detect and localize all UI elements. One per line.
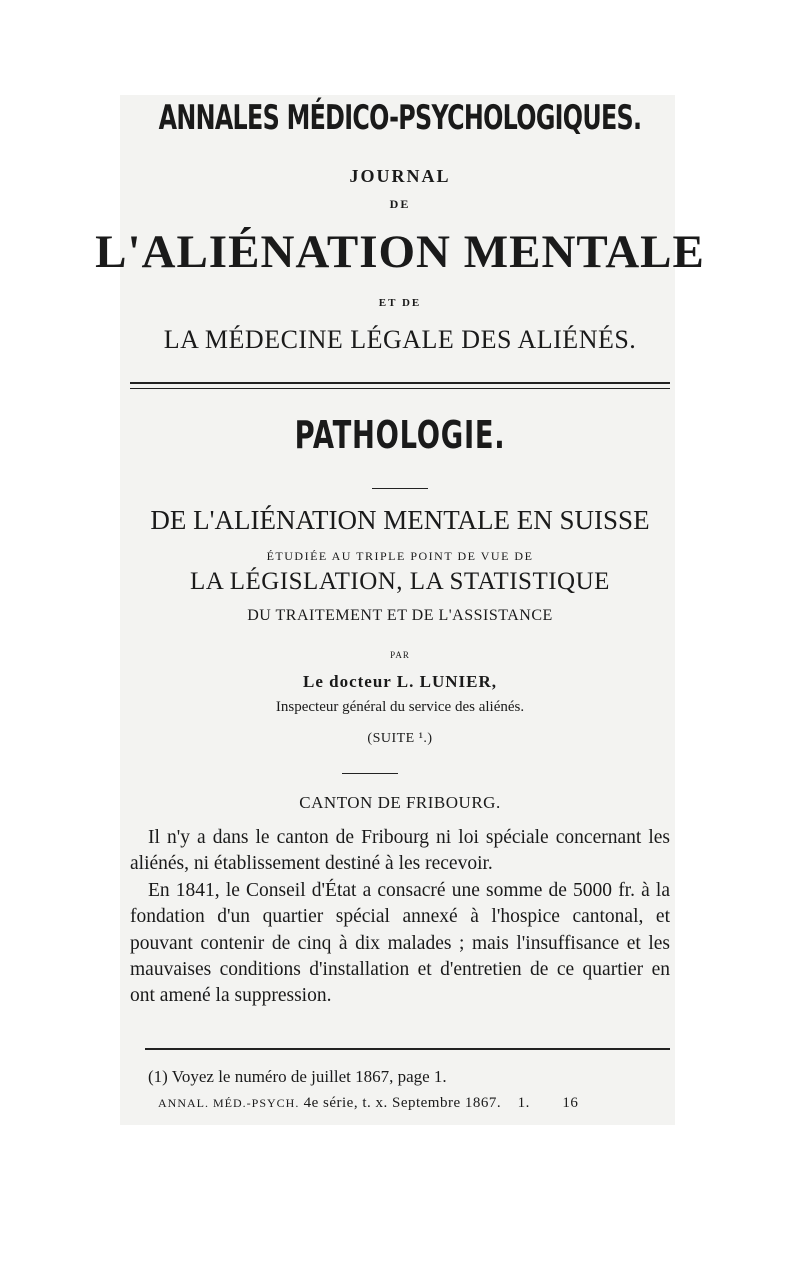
article-legislation-line: LA LÉGISLATION, LA STATISTIQUE bbox=[190, 568, 610, 595]
journal-masthead: ANNALES MÉDICO-PSYCHOLOGIQUES. bbox=[158, 98, 642, 138]
body-text bbox=[130, 825, 670, 1010]
footnote: (1) Voyez le numéro de juillet 1867, page 1. bbox=[148, 1067, 447, 1086]
signature-date: Septembre 1867. bbox=[391, 1095, 502, 1111]
author-role: Inspecteur général du service des aliénés. bbox=[275, 699, 525, 715]
section-title: PATHOLOGIE. bbox=[294, 413, 506, 457]
signature-journal: ANNAL. MÉD.-PSYCH. bbox=[158, 1096, 300, 1110]
et-de-label: ET DE bbox=[378, 297, 422, 309]
article-studied-line: ÉTUDIÉE AU TRIPLE POINT DE VUE DE bbox=[266, 549, 534, 563]
paragraph-2: En 1841, le Conseil d'État a consacré une somme de 5000 fr. à la fondation d'un quartier spécial annexé à l'hospice cantonal, et pouvant contenir de cinq à dix malades ; mais l'insuffisance et les mauvaises conditions d'installation et d'entretien de ce quartier en ont amené la suppression. bbox=[130, 879, 670, 1007]
double-rule-top bbox=[130, 382, 670, 384]
signature-series: 4e série, t. x. bbox=[303, 1095, 388, 1111]
signature-volume: 1. bbox=[517, 1095, 530, 1111]
short-rule-article bbox=[342, 773, 398, 774]
canton-heading: CANTON DE FRIBOURG. bbox=[299, 793, 501, 812]
main-title: L'ALIÉNATION MENTALE bbox=[95, 226, 705, 278]
short-rule-section bbox=[372, 488, 428, 489]
article-title: DE L'ALIÉNATION MENTALE EN SUISSE bbox=[150, 505, 650, 535]
suite-label: (SUITE ¹.) bbox=[367, 731, 433, 746]
author-name: Le docteur L. LUNIER, bbox=[303, 672, 497, 691]
par-label: PAR bbox=[390, 650, 410, 660]
article-traitement-line: DU TRAITEMENT ET DE L'ASSISTANCE bbox=[247, 607, 553, 624]
footnote-rule bbox=[145, 1048, 670, 1050]
journal-label: JOURNAL bbox=[349, 166, 451, 186]
double-rule-bottom bbox=[130, 388, 670, 389]
printer-signature bbox=[158, 1095, 578, 1112]
de-label: DE bbox=[389, 197, 411, 211]
paragraph-1: Il n'y a dans le canton de Fribourg ni loi spéciale concernant les aliénés, ni établissement destiné à les recevoir. bbox=[130, 827, 670, 875]
signature-sheet: 16 bbox=[562, 1095, 579, 1111]
journal-subtitle: LA MÉDECINE LÉGALE DES ALIÉNÉS. bbox=[163, 325, 637, 354]
